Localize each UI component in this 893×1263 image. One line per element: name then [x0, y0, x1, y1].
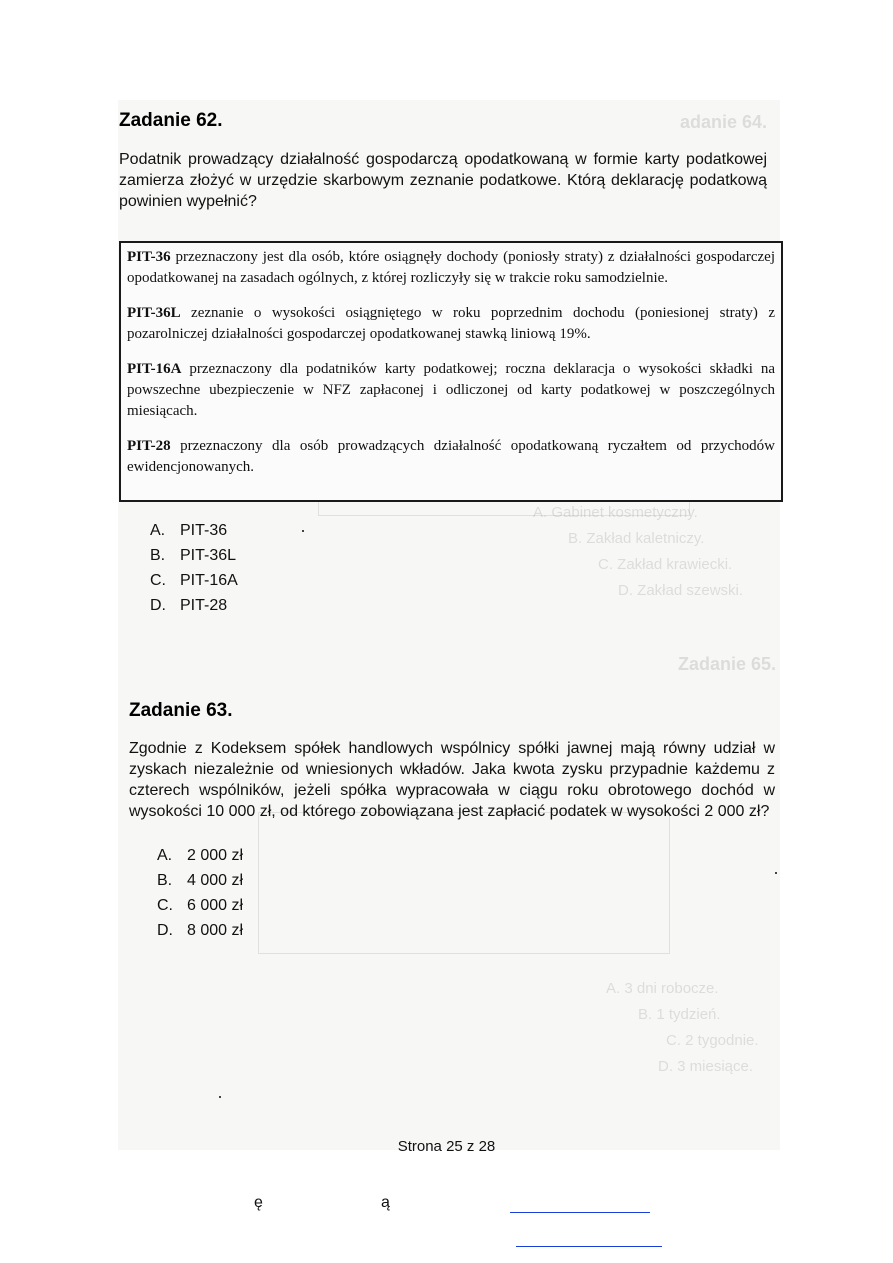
task-63-question: Zgodnie z Kodeksem spółek handlowych wspólnicy spółki jawnej mają równy udział w zyskach niezależnie od wniesionych wkładów. Jaka kwota zysku przypadnie każdemu z czterech wspólników, jeżeli spółka wypracowała w ciągu roku obrotowego dochód w wysokości 10 000 zł, od którego zobowiązana jest zapłacić podatek w wysokości 2 000 zł?: [129, 740, 775, 820]
info-text: przeznaczony jest dla osób, które osiągnęły dochody (poniosły straty) z działalności gospodarczej opodatkowanej na zasadach ogólnych, z której rozliczyły się w trakcie roku samodzielnie.: [127, 249, 775, 286]
answer-text: PIT-16A: [180, 572, 238, 589]
answer-option[interactable]: [150, 593, 238, 618]
pit-info-box: [119, 241, 783, 502]
page-number: Strona 25 z 28: [397, 1138, 496, 1155]
answer-text: 2 000 zł: [187, 847, 244, 864]
ghost-text: adanie 64.: [680, 112, 768, 132]
answer-option[interactable]: [150, 518, 238, 543]
task-62-heading: Zadanie 62.: [119, 110, 223, 131]
info-text: zeznanie o wysokości osiągniętego w roku poprzednim dochodu (poniesionej straty) z pozarolniczej działalności gospodarczej opodatkowanej stawką liniową 19%.: [127, 305, 775, 342]
answer-letter: D.: [157, 922, 173, 939]
ghost-text: A. 3 dni robocze.: [606, 980, 719, 997]
info-text: przeznaczony dla osób prowadzących działalność opodatkowaną ryczałtem od przychodów ewidencjonowanych.: [127, 438, 775, 475]
answer-option[interactable]: [150, 543, 238, 568]
info-text: przeznaczony dla podatników karty podatkowej; roczna deklaracja o wysokości składki na powszechne ubezpieczenie w NFZ zapłaconej i odliczonej od karty podatkowej w poszczególnych miesiącach.: [127, 361, 775, 419]
answer-letter: C.: [157, 897, 173, 914]
answer-text: 4 000 zł: [187, 872, 244, 889]
scan-speck: [302, 530, 304, 532]
scan-speck: [775, 872, 777, 874]
ghost-text: D. Zakład szewski.: [618, 582, 744, 599]
ghost-text: Zadanie 65.: [678, 654, 777, 674]
ghost-text: B. 1 tydzień.: [638, 1006, 721, 1023]
task-62-question: Podatnik prowadzący działalność gospodarczą opodatkowaną w formie karty podatkowej zamierza złożyć w urzędzie skarbowym zeznanie podatkowe. Którą deklarację podatkową powinien wypełnić?: [119, 151, 767, 210]
answer-text: PIT-36: [180, 522, 228, 539]
answer-option[interactable]: [157, 893, 243, 918]
info-item-pit-28: [127, 436, 775, 478]
answer-letter: C.: [150, 572, 166, 589]
stray-character: ę: [254, 1194, 263, 1211]
answer-text: PIT-36L: [180, 547, 237, 564]
hyperlink-underline[interactable]: [516, 1246, 662, 1247]
answer-option[interactable]: [157, 868, 243, 893]
info-code: PIT-36L: [127, 305, 181, 321]
ghost-text: B. Zakład kaletniczy.: [568, 530, 705, 547]
answer-text: PIT-28: [180, 597, 228, 614]
info-code: PIT-16A: [127, 361, 182, 377]
info-item-pit-36: [127, 247, 775, 289]
info-item-pit-16a: [127, 359, 775, 422]
answer-option[interactable]: [157, 918, 243, 943]
task-63-heading: Zadanie 63.: [129, 700, 233, 721]
info-code: PIT-36: [127, 249, 171, 265]
answer-letter: B.: [157, 872, 173, 889]
answer-text: 6 000 zł: [187, 897, 244, 914]
answer-option[interactable]: [150, 568, 238, 593]
answer-letter: B.: [150, 547, 166, 564]
ghost-text: C. Zakład krawiecki.: [598, 556, 733, 573]
task-63-answers: [157, 843, 243, 943]
answer-letter: D.: [150, 597, 166, 614]
ghost-text: A. Gabinet kosmetyczny.: [533, 504, 698, 521]
task-62-answers: [150, 518, 238, 618]
answer-letter: A.: [157, 847, 173, 864]
answer-option[interactable]: [157, 843, 243, 868]
answer-text: 8 000 zł: [187, 922, 244, 939]
info-item-pit-36l: [127, 303, 775, 345]
answer-letter: A.: [150, 522, 166, 539]
hyperlink-underline[interactable]: [510, 1212, 650, 1213]
stray-character: ą: [381, 1194, 390, 1211]
scan-speck: [219, 1096, 221, 1098]
info-code: PIT-28: [127, 438, 171, 454]
ghost-text: C. 2 tygodnie.: [666, 1032, 759, 1049]
ghost-figure: [258, 812, 670, 954]
ghost-text: D. 3 miesiące.: [658, 1058, 754, 1075]
